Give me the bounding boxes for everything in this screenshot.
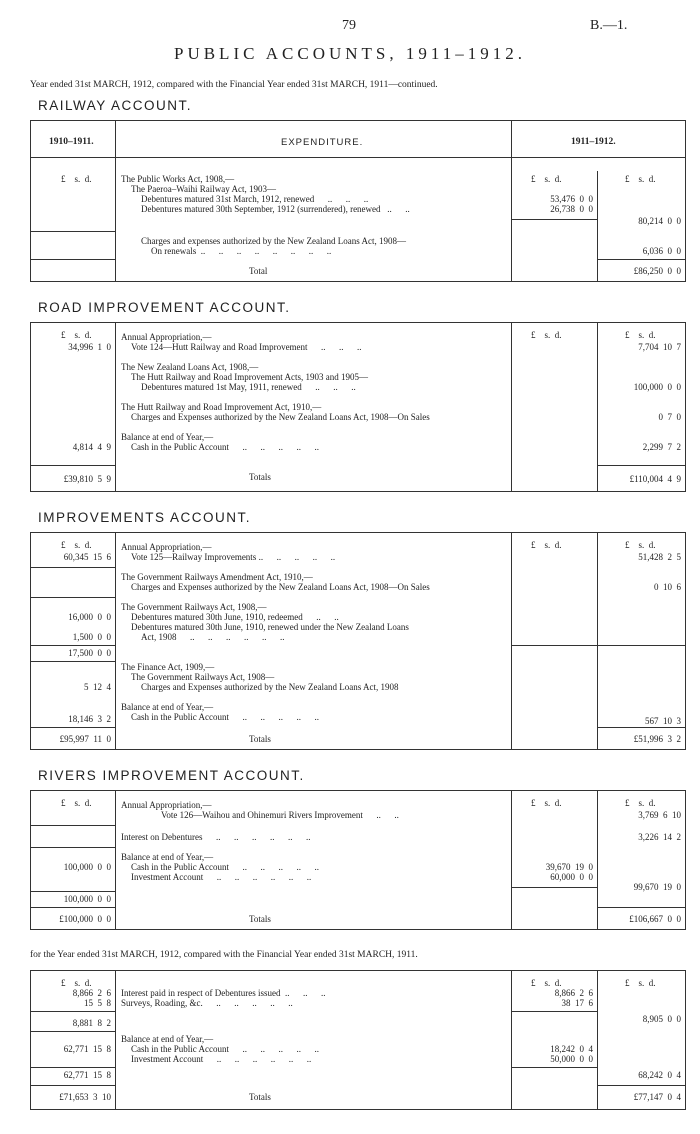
total-label: Totals xyxy=(249,734,271,744)
lsd-header: £ s. d. xyxy=(625,978,656,988)
line: Vote 126—Waihou and Ohinemuri Rivers Improvement .. .. xyxy=(161,810,399,820)
amount: 8,881 8 2 xyxy=(72,1018,111,1028)
line: Surveys, Roading, &c. .. .. .. .. .. xyxy=(121,998,293,1008)
col-current-year: 1911–1912. xyxy=(571,137,616,147)
line: Investment Account .. .. .. .. .. .. xyxy=(131,1054,312,1064)
line: Interest on Debentures .. .. .. .. .. .. xyxy=(121,832,311,842)
line: On renewals .. .. .. .. .. .. .. .. xyxy=(151,246,332,256)
road-title: ROAD IMPROVEMENT ACCOUNT. xyxy=(38,300,291,315)
rivers-table xyxy=(30,790,686,930)
amount: 7,704 10 7 xyxy=(638,342,681,352)
line: Cash in the Public Account .. .. .. .. .. xyxy=(131,1044,319,1054)
amount: 34,996 1 0 xyxy=(68,342,111,352)
line: Balance at end of Year,— xyxy=(121,702,214,712)
line: Interest paid in respect of Debentures issued .. .. .. xyxy=(121,988,326,998)
lsd-header: £ s. d. xyxy=(625,798,656,808)
amount: 62,771 15 8 xyxy=(63,1070,111,1080)
amount: £51,996 3 2 xyxy=(633,734,681,744)
lsd-header: £ s. d. xyxy=(625,174,656,184)
document-code: B.—1. xyxy=(590,18,628,33)
line: Cash in the Public Account .. .. .. .. .. xyxy=(131,862,319,872)
col-expenditure: EXPENDITURE. xyxy=(281,137,364,148)
line: Debentures matured 1st May, 1911, renewed .. .. .. xyxy=(141,382,356,392)
amount: 567 10 3 xyxy=(645,716,681,726)
amount: 50,000 0 0 xyxy=(550,1054,593,1064)
page-title: PUBLIC ACCOUNTS, 1911–1912. xyxy=(173,44,526,63)
amount: 38 17 6 xyxy=(561,998,593,1008)
line: Vote 125—Railway Improvements .. .. .. .. .. xyxy=(131,552,336,562)
amount: 99,670 19 0 xyxy=(633,882,681,892)
line: Annual Appropriation,— xyxy=(121,332,212,342)
lsd-header: £ s. d. xyxy=(61,174,92,184)
lsd-header: £ s. d. xyxy=(531,330,562,340)
amount: 5 12 4 xyxy=(84,682,111,692)
line: The Paeroa–Waihi Railway Act, 1903— xyxy=(131,184,276,194)
amount: 3,226 14 2 xyxy=(638,832,681,842)
line: Investment Account .. .. .. .. .. .. xyxy=(131,872,312,882)
line: Balance at end of Year,— xyxy=(121,1034,214,1044)
amount: 51,428 2 5 xyxy=(638,552,681,562)
col-prev-year: 1910–1911. xyxy=(49,137,94,147)
line: The Finance Act, 1909,— xyxy=(121,662,215,672)
amount: 3,769 6 10 xyxy=(638,810,681,820)
amount: 60,000 0 0 xyxy=(550,872,593,882)
line: Balance at end of Year,— xyxy=(121,432,214,442)
line: Cash in the Public Account .. .. .. .. .. xyxy=(131,442,319,452)
amount: 60,345 15 6 xyxy=(63,552,111,562)
amount: £71,653 3 10 xyxy=(59,1092,111,1102)
amount: 62,771 15 8 xyxy=(63,1044,111,1054)
lsd-header: £ s. d. xyxy=(61,978,92,988)
road-table xyxy=(30,322,686,492)
amount: 100,000 0 0 xyxy=(633,382,681,392)
amount: 100,000 0 0 xyxy=(63,894,111,904)
page-number: 79 xyxy=(342,18,356,33)
amount: 18,242 0 4 xyxy=(550,1044,593,1054)
amount: 8,866 2 6 xyxy=(554,988,593,998)
lsd-header: £ s. d. xyxy=(531,174,562,184)
lsd-header: £ s. d. xyxy=(61,798,92,808)
amount: 2,299 7 2 xyxy=(642,442,681,452)
line: Cash in the Public Account .. .. .. .. .. xyxy=(131,712,319,722)
amount: £100,000 0 0 xyxy=(59,914,111,924)
total-label: Totals xyxy=(249,472,271,482)
amount: £95,997 11 0 xyxy=(59,734,111,744)
total-label: Total xyxy=(249,266,268,276)
amount: 26,738 0 0 xyxy=(550,204,593,214)
amount: 80,214 0 0 xyxy=(638,216,681,226)
railway-title: RAILWAY ACCOUNT. xyxy=(38,98,193,113)
amount: 17,500 0 0 xyxy=(68,648,111,658)
total-label: Totals xyxy=(249,1092,271,1102)
line: Charges and Expenses authorized by the New Zealand Loans Act, 1908 xyxy=(141,682,399,692)
amount: £106,667 0 0 xyxy=(629,914,681,924)
amount: 1,500 0 0 xyxy=(72,632,111,642)
line: Annual Appropriation,— xyxy=(121,542,212,552)
amount: 6,036 0 0 xyxy=(642,246,681,256)
line: Debentures matured 30th June, 1910, renewed under the New Zealand Loans xyxy=(131,622,409,632)
line: Charges and Expenses authorized by the New Zealand Loans Act, 1908—On Sales xyxy=(131,412,430,422)
intro-line: Year ended 31st MARCH, 1912, compared with the Financial Year ended 31st MARCH, 1911—continued. xyxy=(30,80,438,90)
amount: 53,476 0 0 xyxy=(550,194,593,204)
lsd-header: £ s. d. xyxy=(61,330,92,340)
lsd-header: £ s. d. xyxy=(625,330,656,340)
line: The Government Railways Act, 1908,— xyxy=(121,602,267,612)
amount: 4,814 4 9 xyxy=(72,442,111,452)
improvements-title: IMPROVEMENTS ACCOUNT. xyxy=(38,510,252,525)
amount: 8,905 0 0 xyxy=(642,1014,681,1024)
amount: £110,004 4 9 xyxy=(629,474,681,484)
lsd-header: £ s. d. xyxy=(531,978,562,988)
line: The New Zealand Loans Act, 1908,— xyxy=(121,362,259,372)
line: Act, 1908 .. .. .. .. .. .. xyxy=(141,632,285,642)
line: The Public Works Act, 1908,— xyxy=(121,174,235,184)
line: Debentures matured 30th June, 1910, redeemed .. .. xyxy=(131,612,339,622)
amount: 16,000 0 0 xyxy=(68,612,111,622)
lsd-header: £ s. d. xyxy=(625,540,656,550)
lsd-header: £ s. d. xyxy=(61,540,92,550)
line: The Government Railways Amendment Act, 1910,— xyxy=(121,572,313,582)
line: Annual Appropriation,— xyxy=(121,800,212,810)
amount: 0 7 0 xyxy=(658,412,681,422)
line: Balance at end of Year,— xyxy=(121,852,214,862)
lsd-header: £ s. d. xyxy=(531,540,562,550)
railway-total: £86,250 0 0 xyxy=(633,266,681,276)
lsd-header: £ s. d. xyxy=(531,798,562,808)
line: Debentures matured 31st March, 1912, renewed .. .. .. xyxy=(141,194,369,204)
line: Charges and expenses authorized by the New Zealand Loans Act, 1908— xyxy=(141,236,407,246)
amount: 39,670 19 0 xyxy=(545,862,593,872)
line: The Hutt Railway and Road Improvement Act, 1910,— xyxy=(121,402,322,412)
total-label: Totals xyxy=(249,914,271,924)
improvements-table xyxy=(30,532,686,750)
line: Vote 124—Hutt Railway and Road Improvement .. .. .. xyxy=(131,342,362,352)
line: Debentures matured 30th September, 1912 (surrendered), renewed .. .. xyxy=(141,204,410,214)
amount: 8,866 2 6 xyxy=(72,988,111,998)
railway-table xyxy=(30,120,686,282)
last-table xyxy=(30,970,686,1110)
amount: 0 10 6 xyxy=(654,582,681,592)
line: The Government Railways Act, 1908— xyxy=(131,672,275,682)
rivers-title: RIVERS IMPROVEMENT ACCOUNT. xyxy=(38,768,305,783)
amount: £77,147 0 4 xyxy=(633,1092,681,1102)
intro-line-2: for the Year ended 31st MARCH, 1912, compared with the Financial Year ended 31st MARCH, 1911. xyxy=(30,950,418,960)
line: The Hutt Railway and Road Improvement Acts, 1903 and 1905— xyxy=(131,372,368,382)
line: Charges and Expenses authorized by the New Zealand Loans Act, 1908—On Sales xyxy=(131,582,430,592)
amount: £39,810 5 9 xyxy=(63,474,111,484)
amount: 68,242 0 4 xyxy=(638,1070,681,1080)
amount: 15 5 8 xyxy=(84,998,111,1008)
amount: 18,146 3 2 xyxy=(68,714,111,724)
amount: 100,000 0 0 xyxy=(63,862,111,872)
